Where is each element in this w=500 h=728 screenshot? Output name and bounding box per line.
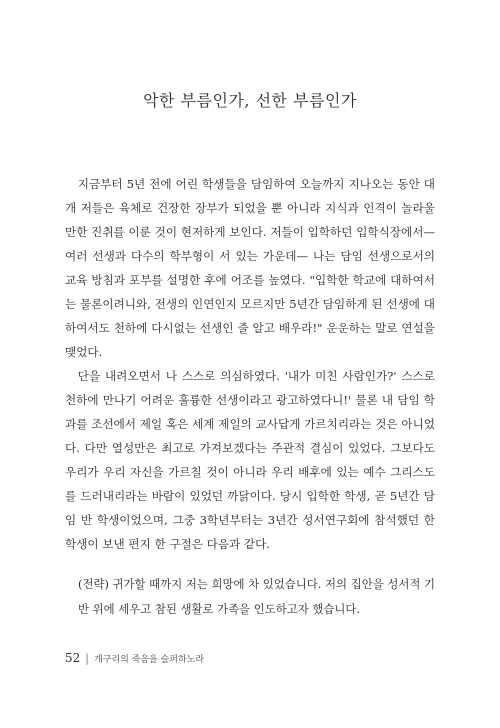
paragraph-1: 지금부터 5년 전에 어린 학생들을 담임하여 오늘까지 지나오는 동안 대개 저들은 육체로 건장한 장부가 되었을 뿐 아니라 지식과 인격이 놀라울 만한 진취를 이룬 것이 현저하게 보인다. 저들이 입학하던 입학식장에서—여러 선생과 다수의 학부형이 서 있는 가운데— 나는 담임 선생으로서의 교육 방침과 포부를 설명한 후에 어조를 높였다. "입학한 학교에 대하여서는 물론이려니와, 전생의 인연인지 모르지만 5년간 담임하게 된 선생에 대하여서도 천하에 다시없는 선생인 줄 알고 배우라!" 운운하는 말로 연설을 맺었다. xyxy=(65,177,435,359)
page-number: 52 xyxy=(65,651,81,665)
body-text xyxy=(65,172,435,556)
page-footer xyxy=(65,651,204,665)
footer-separator: | xyxy=(85,652,89,665)
paragraph-2: 단을 내려오면서 나 스스로 의심하였다. '내가 미친 사람인가?' 스스로 천하에 만나기 어려운 훌륭한 선생이라고 광고하였다니!' 물론 내 담임 학과를 조선에서 제일 혹은 세계 제일의 교사답게 가르치리라는 것은 아니었다. 다만 열성만은 최고로 가져보겠다는 주관적 결심이 있었다. 그보다도 우리가 우리 자신을 가르칠 것이 아니라 우리 배후에 있는 예수 그리스도를 드러내리라는 바람이 있었던 까닭이다. 당시 입학한 학생, 곧 5년간 담임 반 학생이었으며, 그중 3학년부터는 3년간 성서연구회에 참석했던 한 학생이 보낸 편지 한 구절은 다음과 같다. xyxy=(65,369,435,551)
book-title: 개구리의 죽음을 슬퍼하노라 xyxy=(94,655,205,665)
quote-text: (전략) 귀가할 때까지 저는 희망에 차 있었습니다. 저의 집안을 성서적 기반 위에 세우고 참된 생활로 가족을 인도하고자 했습니다. xyxy=(78,577,435,616)
block-quote xyxy=(78,572,435,622)
page-title: 악한 부름인가, 선한 부름인가 xyxy=(143,91,357,110)
